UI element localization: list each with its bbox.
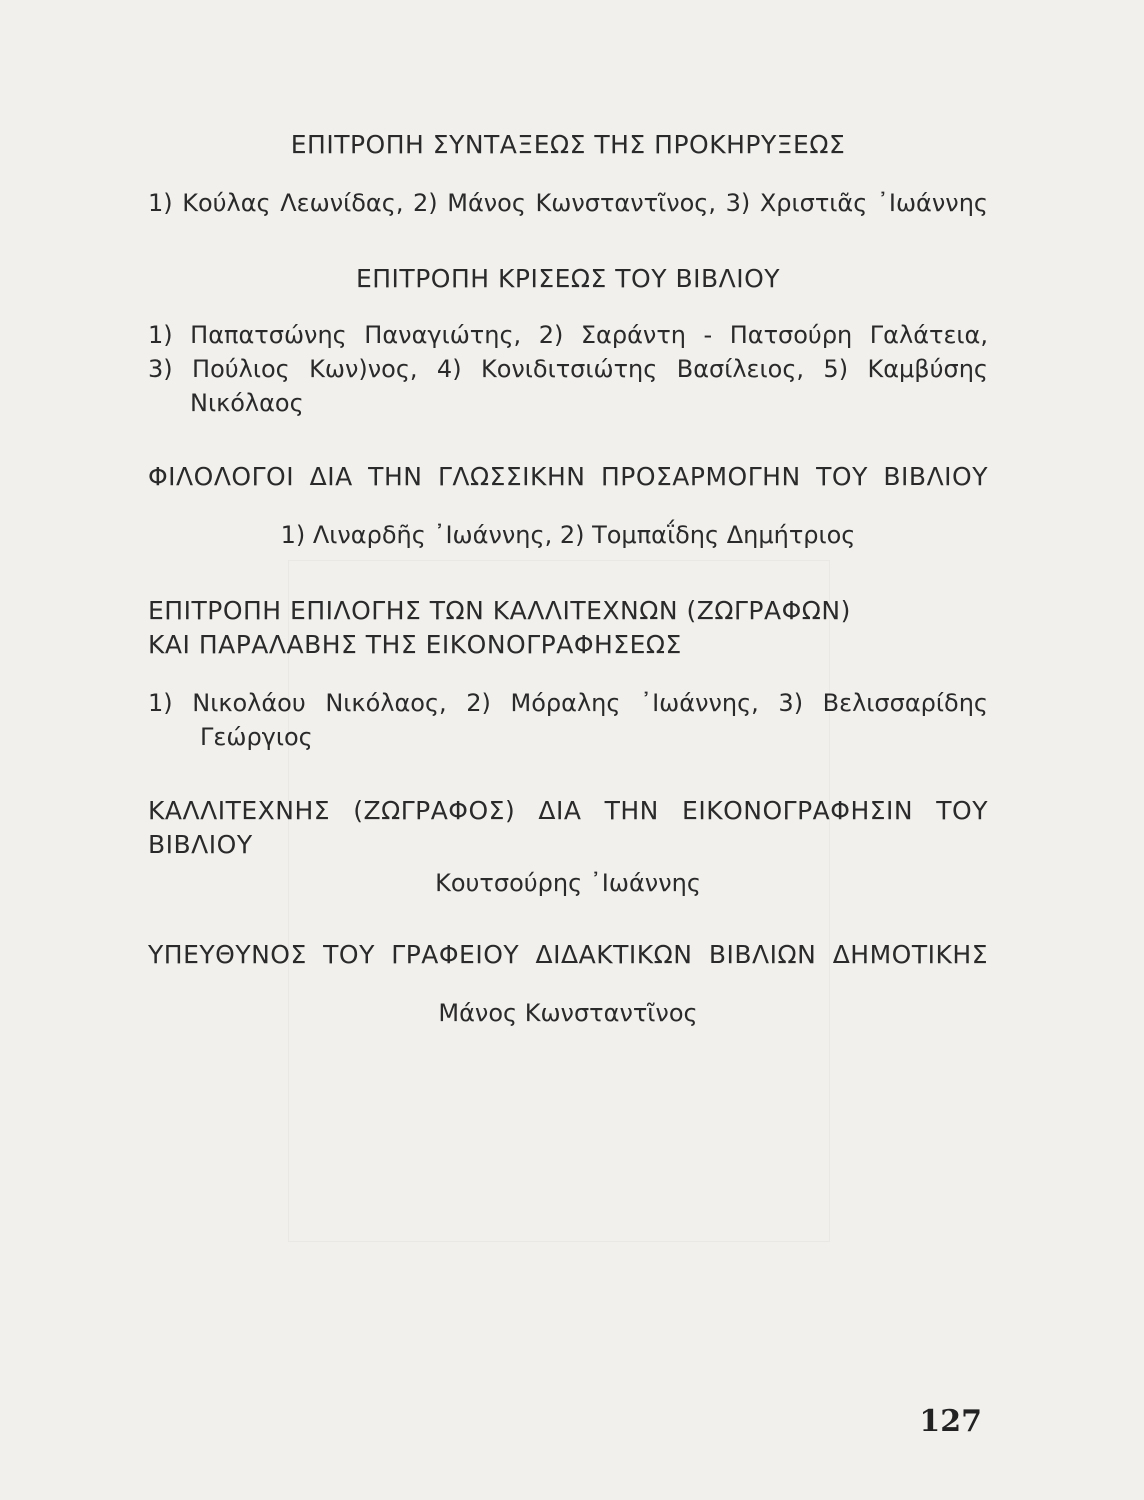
member-line: 1) Κούλας Λεωνίδας, 2) Μάνος Κωνσταντῖνος, 3) Χριστιᾶς ᾿Ιωάννης — [148, 189, 988, 217]
committee-proclamation-members — [148, 186, 988, 220]
show-through-frame — [288, 560, 830, 1242]
artists-selection-heading — [148, 594, 988, 662]
heading-line: ΚΑΛΛΙΤΕΧΝΗΣ (ΖΩΓΡΑΦΟΣ) ΔΙΑ ΤΗΝ ΕΙΚΟΝΟΓΡΑΦΗΣΙΝ ΤΟΥ — [148, 796, 988, 825]
heading-line: ΕΠΙΤΡΟΠΗ ΕΠΙΛΟΓΗΣ ΤΩΝ ΚΑΛΛΙΤΕΧΝΩΝ (ΖΩΓΡΑΦΩΝ) — [148, 596, 851, 625]
member-line: Μάνος Κωνσταντῖνος — [438, 999, 698, 1027]
illustrator-heading — [148, 794, 988, 862]
page-number: 127 — [919, 1404, 982, 1439]
office-head-name — [148, 996, 988, 1030]
member-line: 1) Νικολάου Νικόλαος, 2) Μόραλης ᾿Ιωάννης, 3) Βελισσαρίδης — [148, 689, 988, 717]
member-line: 3) Πούλιος Κων)νος, 4) Κονιδιτσιώτης Βασίλειος, 5) Καμβύσης — [148, 355, 988, 383]
philologists-heading: ΦΙΛΟΛΟΓΟΙ ΔΙΑ ΤΗΝ ΓΛΩΣΣΙΚΗΝ ΠΡΟΣΑΡΜΟΓΗΝ ΤΟΥ ΒΙΒΛΙΟΥ — [148, 462, 988, 491]
member-line: 1) Λιναρδῆς ᾿Ιωάννης, 2) Τομπαΐδης Δημήτριος — [280, 521, 856, 549]
committee-judging-heading: ΕΠΙΤΡΟΠΗ ΚΡΙΣΕΩΣ ΤΟΥ ΒΙΒΛΙΟΥ — [355, 264, 781, 293]
heading-line: ΒΙΒΛΙΟΥ — [148, 830, 253, 859]
illustrator-name — [148, 866, 988, 900]
heading-line: ΚΑΙ ΠΑΡΑΛΑΒΗΣ ΤΗΣ ΕΙΚΟΝΟΓΡΑΦΗΣΕΩΣ — [148, 630, 682, 659]
office-head-heading: ΥΠΕΥΘΥΝΟΣ ΤΟΥ ΓΡΑΦΕΙΟΥ ΔΙΔΑΚΤΙΚΩΝ ΒΙΒΛΙΩΝ ΔΗΜΟΤΙΚΗΣ — [148, 940, 988, 969]
member-line: Κουτσούρης ᾿Ιωάννης — [435, 869, 701, 897]
member-line: Γεώργιος — [200, 723, 313, 751]
philologists-members — [148, 518, 988, 552]
committee-proclamation-heading: ΕΠΙΤΡΟΠΗ ΣΥΝΤΑΞΕΩΣ ΤΗΣ ΠΡΟΚΗΡΥΞΕΩΣ — [290, 130, 846, 159]
artists-selection-members — [148, 686, 988, 754]
member-line: 1) Παπατσώνης Παναγιώτης, 2) Σαράντη - Πατσούρη Γαλάτεια, — [148, 321, 988, 349]
member-line: Νικόλαος — [190, 389, 304, 417]
committee-judging-members — [148, 318, 988, 420]
